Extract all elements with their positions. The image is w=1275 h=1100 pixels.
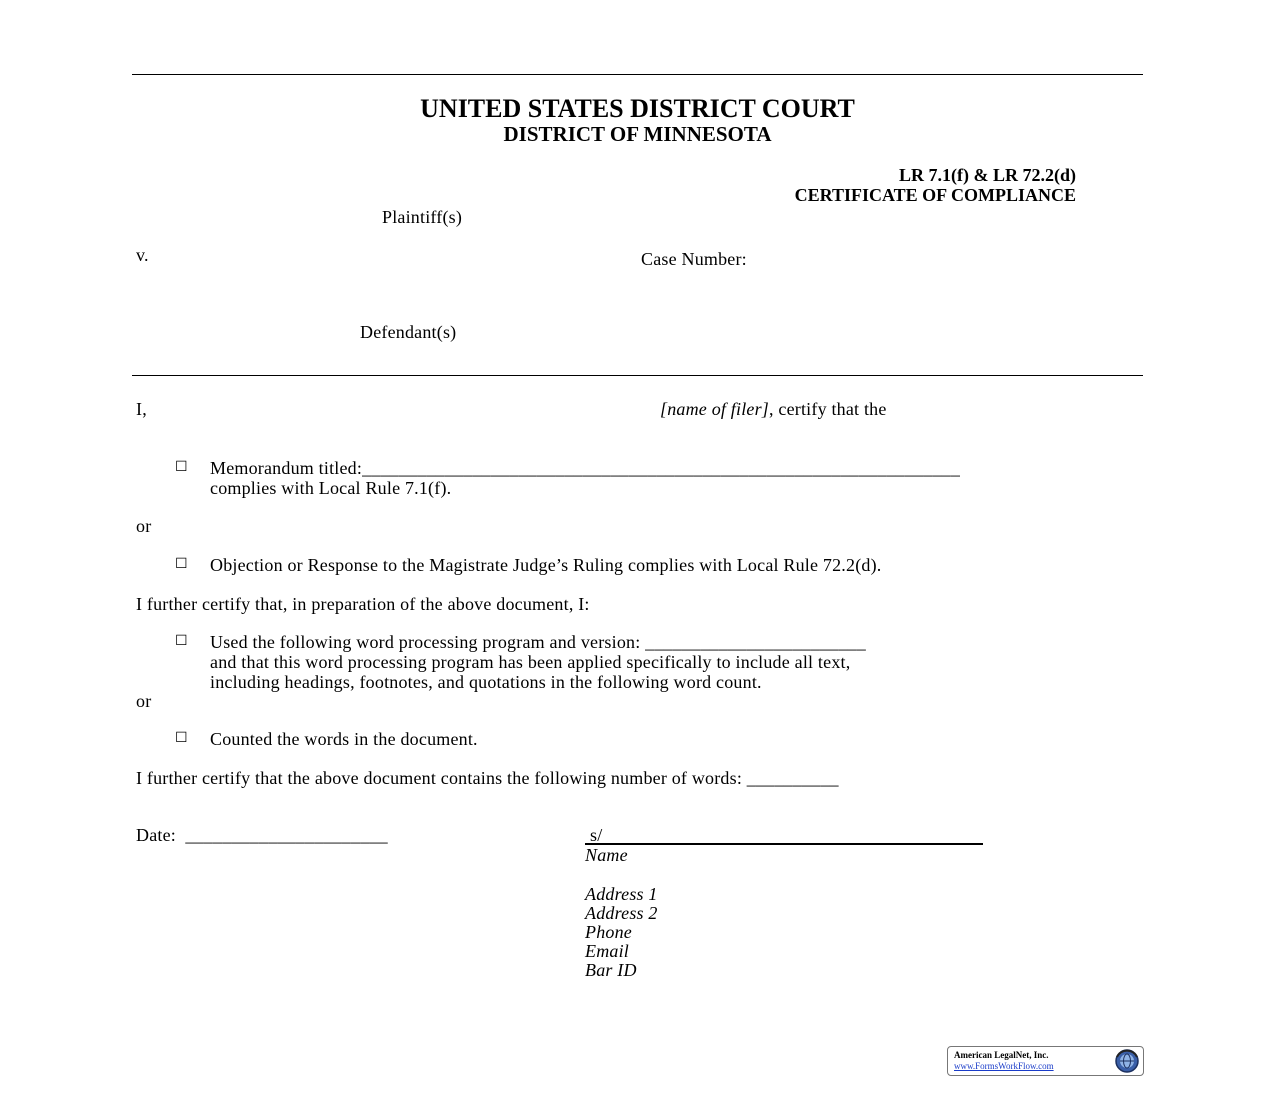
signer-address-2: Address 2: [585, 903, 658, 923]
further-certify-2: I further certify that the above document contains the following number of words: __________: [136, 768, 839, 788]
wp-checkbox[interactable]: ☐: [175, 633, 188, 649]
or-separator-2: or: [136, 691, 152, 711]
wp-line-1: Used the following word processing program and version: ________________________: [210, 632, 866, 652]
memo-checkbox[interactable]: ☐: [175, 459, 188, 475]
intro-rest: , certify that the: [769, 399, 887, 419]
counted-text: Counted the words in the document.: [210, 729, 478, 749]
memo-line-2: complies with Local Rule 7.1(f).: [210, 478, 452, 498]
signature-line[interactable]: [585, 825, 983, 845]
filer-name-placeholder: [name of filer]: [660, 399, 769, 419]
versus-label: v.: [136, 245, 149, 265]
objection-checkbox[interactable]: ☐: [175, 556, 188, 572]
signer-address-1: Address 1: [585, 884, 658, 904]
signer-bar-id: Bar ID: [585, 960, 637, 980]
rule-reference: LR 7.1(f) & LR 72.2(d): [899, 165, 1076, 185]
signer-email: Email: [585, 941, 629, 961]
counted-checkbox[interactable]: ☐: [175, 730, 188, 746]
logo-url-link[interactable]: www.FormsWorkFlow.com: [954, 1061, 1054, 1071]
defendant-label: Defendant(s): [360, 322, 457, 342]
memo-line: [210, 458, 960, 479]
wp-line-2: and that this word processing program has been applied specifically to include all text,: [210, 652, 851, 672]
caption-rule: [132, 375, 1143, 376]
signer-name: Name: [585, 845, 628, 865]
filer-name-line: [660, 399, 887, 420]
court-title: UNITED STATES DISTRICT COURT: [420, 94, 855, 123]
date-line: [136, 825, 388, 846]
date-blank[interactable]: ______________________: [185, 825, 388, 845]
wp-line-3: including headings, footnotes, and quotations in the following word count.: [210, 672, 762, 692]
district-title: DISTRICT OF MINNESOTA: [503, 122, 772, 146]
memo-label: Memorandum titled:: [210, 458, 363, 478]
top-rule: [132, 74, 1143, 75]
intro-i: I,: [136, 399, 147, 419]
further-certify-1: I further certify that, in preparation of the above document, I:: [136, 594, 590, 614]
case-number-label: Case Number:: [641, 249, 747, 269]
date-label: Date:: [136, 825, 176, 845]
memo-title-blank[interactable]: _________________________________________________________________: [362, 458, 961, 478]
document-title: CERTIFICATE OF COMPLIANCE: [794, 185, 1076, 205]
signer-phone: Phone: [585, 922, 632, 942]
objection-text: Objection or Response to the Magistrate Judge’s Ruling complies with Local Rule 72.2(d).: [210, 555, 882, 575]
or-separator-1: or: [136, 516, 152, 536]
globe-icon: [1114, 1048, 1140, 1074]
signature-prefix: s/: [590, 825, 603, 845]
plaintiff-label: Plaintiff(s): [382, 207, 463, 227]
american-legalnet-logo[interactable]: [947, 1046, 1144, 1076]
logo-company-name: American LegalNet, Inc.: [954, 1050, 1049, 1060]
